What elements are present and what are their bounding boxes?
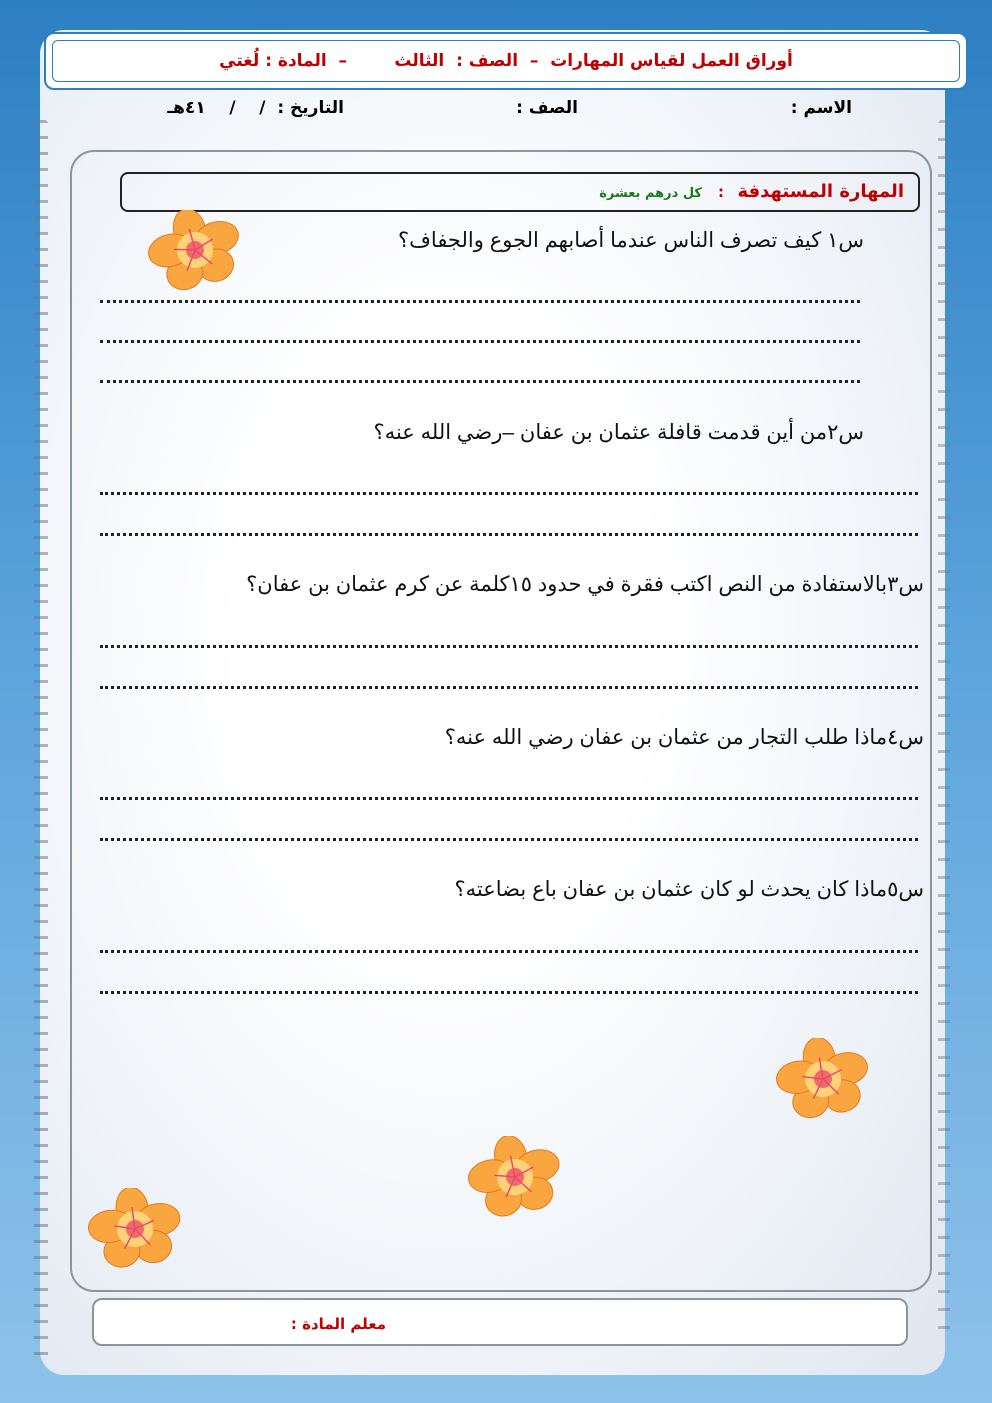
name-label: الاسم : — [790, 98, 852, 118]
answer-line[interactable] — [100, 797, 918, 800]
flower-icon — [140, 210, 250, 290]
answer-line[interactable] — [100, 991, 918, 994]
question-4: س٤ماذا طلب التجار من عثمان بن عفان رضي الله عنه؟ — [444, 726, 924, 749]
skill-value: كل درهم بعشرة — [599, 186, 702, 201]
student-info-row — [60, 96, 940, 126]
answer-line[interactable] — [100, 645, 918, 648]
right-torn-edge — [938, 120, 950, 1340]
question-5: س٥ماذا كان يحدث لو كان عثمان بن عفان باع بضاعته؟ — [454, 878, 924, 901]
skill-colon: : — [718, 183, 724, 201]
question-1: س١ كيف تصرف الناس عندما أصابهم الجوع والجفاف؟ — [398, 229, 864, 252]
answer-line[interactable] — [100, 340, 860, 343]
question-2: س٢من أين قدمت قافلة عثمان بن عفان –رضي الله عنه؟ — [373, 421, 864, 444]
answer-line[interactable] — [100, 533, 918, 536]
target-skill-box — [120, 172, 920, 212]
header-inner-frame — [52, 40, 960, 82]
answer-line[interactable] — [100, 492, 918, 495]
left-torn-edge — [34, 120, 48, 1360]
answer-line[interactable] — [100, 838, 918, 841]
footer-box — [92, 1298, 908, 1346]
flower-icon — [460, 1136, 570, 1218]
answer-line[interactable] — [100, 686, 918, 689]
class-label: الصف : — [516, 98, 578, 118]
teacher-label: معلم المادة : — [290, 1315, 386, 1333]
answer-line[interactable] — [100, 950, 918, 953]
date-label: التاريخ : / / ٤١هـ — [167, 98, 344, 118]
header-banner — [44, 32, 968, 90]
flower-icon — [768, 1038, 878, 1120]
skill-label: المهارة المستهدفة — [737, 181, 904, 202]
answer-line[interactable] — [100, 380, 860, 383]
worksheet-title: أوراق العمل لقياس المهارات – الصف : الثالث – المادة : لُغتي — [219, 51, 793, 71]
flower-icon — [80, 1188, 190, 1270]
content-frame — [70, 150, 932, 1292]
question-3: س٣بالاستفادة من النص اكتب فقرة في حدود ١٥كلمة عن كرم عثمان بن عفان؟ — [246, 573, 924, 596]
answer-line[interactable] — [100, 300, 860, 303]
